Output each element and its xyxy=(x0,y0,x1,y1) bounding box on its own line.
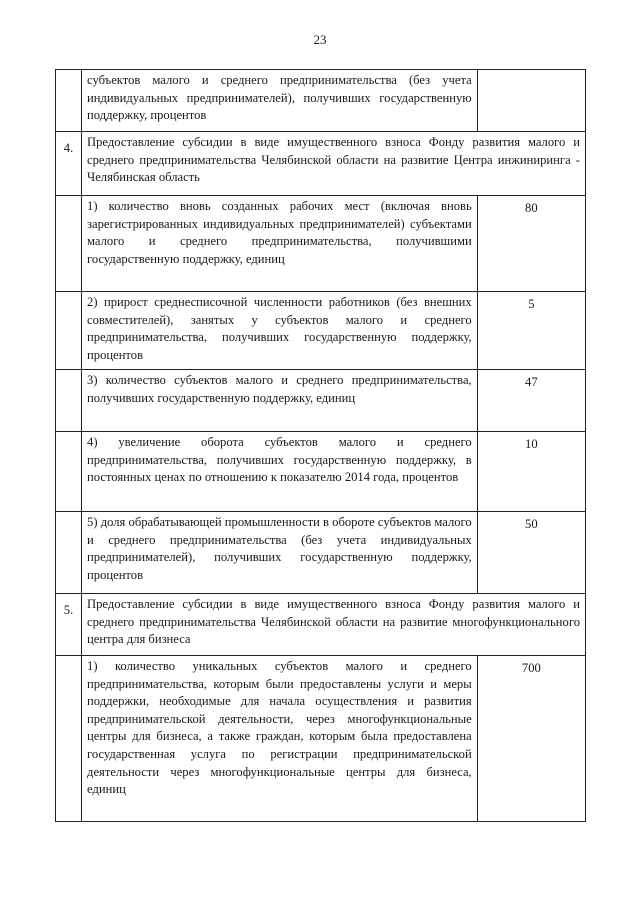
table-row xyxy=(56,656,586,822)
indicators-table xyxy=(55,69,586,822)
indicator-text-cell: 4) увеличение оборота субъектов малого и среднего предпринимательства, получивших государственную поддержку, в постоянных ценах по отношению к показателю 2014 года, процентов xyxy=(82,432,478,512)
table-row xyxy=(56,70,586,132)
indicator-text-cell: субъектов малого и среднего предпринимательства (без учета индивидуальных предпринимателей), получивших государственную поддержку, процентов xyxy=(82,70,478,132)
row-number-cell xyxy=(56,370,82,432)
table-row-section xyxy=(56,132,586,196)
indicator-text-cell: 2) прирост среднесписочной численности работников (без внешних совместителей), занятых у субъектов малого и среднего предпринимательства, получивших государственную поддержку, процентов xyxy=(82,292,478,370)
table-row xyxy=(56,292,586,370)
row-number-cell xyxy=(56,70,82,132)
table-row xyxy=(56,196,586,292)
indicator-text-cell: 3) количество субъектов малого и среднего предпринимательства, получивших государственную поддержку, единиц xyxy=(82,370,478,432)
table-row xyxy=(56,512,586,594)
indicator-text-cell: 1) количество уникальных субъектов малого и среднего предпринимательства, которым были предоставлены услуги и меры поддержки, необходимые для начала осуществления и развития предпринимательской деятельности, через многофункциональные центры для бизнеса, а также граждан, которым была предоставлена государственная услуга по регистрации предпринимательской деятельности через многофункциональные центры для бизнеса, единиц xyxy=(82,656,478,822)
indicator-value-cell: 700 xyxy=(477,656,585,822)
row-number-cell xyxy=(56,512,82,594)
indicator-text-cell: 5) доля обрабатывающей промышленности в обороте субъектов малого и среднего предпринимательства (без учета индивидуальных предпринимателей), получивших государственную поддержку, процентов xyxy=(82,512,478,594)
indicator-text-cell: 1) количество вновь созданных рабочих мест (включая вновь зарегистрированных индивидуальных предпринимателей) субъектами малого и среднего предпринимательства, получившими государственную поддержку, единиц xyxy=(82,196,478,292)
indicator-value-cell: 5 xyxy=(477,292,585,370)
row-number-cell xyxy=(56,196,82,292)
row-number-cell xyxy=(56,656,82,822)
table-row xyxy=(56,370,586,432)
section-number-cell: 5. xyxy=(56,594,82,656)
indicator-value-cell: 80 xyxy=(477,196,585,292)
indicator-value-cell: 47 xyxy=(477,370,585,432)
table-row-section xyxy=(56,594,586,656)
table-row xyxy=(56,432,586,512)
indicator-value-cell: 50 xyxy=(477,512,585,594)
row-number-cell xyxy=(56,292,82,370)
section-title-cell: Предоставление субсидии в виде имущественного взноса Фонду развития малого и среднего предпринимательства Челябинской области на развитие многофункционального центра для бизнеса xyxy=(82,594,586,656)
page-number: 23 xyxy=(313,32,327,47)
indicator-value-cell xyxy=(477,70,585,132)
indicator-value-cell: 10 xyxy=(477,432,585,512)
row-number-cell xyxy=(56,432,82,512)
section-title-cell: Предоставление субсидии в виде имущественного взноса Фонду развития малого и среднего предпринимательства Челябинской области на развитие Центра инжиниринга - Челябинская область xyxy=(82,132,586,196)
indicators-table-body xyxy=(56,70,586,822)
section-number-cell: 4. xyxy=(56,132,82,196)
